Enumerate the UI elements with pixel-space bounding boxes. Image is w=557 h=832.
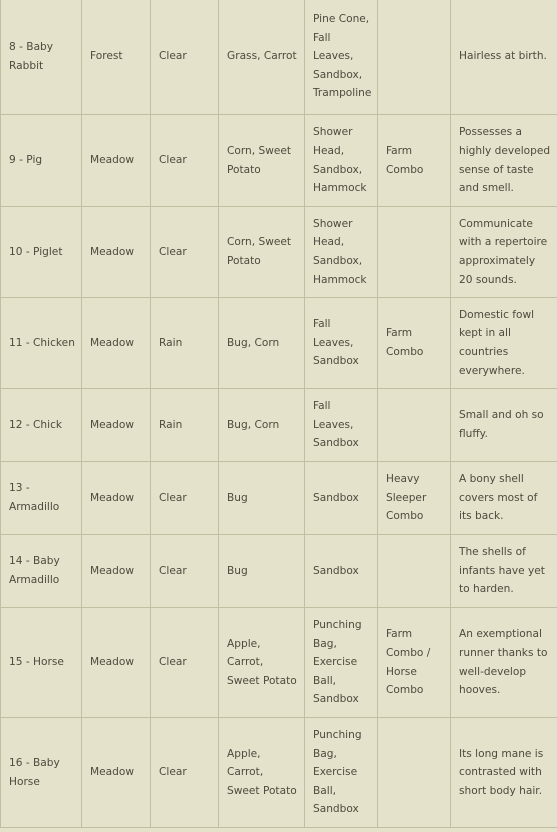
food-cell: Bug, Corn [219,298,305,389]
weather-cell: Clear [151,115,219,207]
toys-cell: Fall Leaves, Sandbox [305,298,378,389]
food-cell: Grass, Carrot [219,0,305,115]
food-cell: Apple, Carrot, Sweet Potato [219,608,305,718]
weather-cell: Clear [151,718,219,828]
animal-name-cell: 8 - Baby Rabbit [1,0,82,115]
animal-name-cell: 9 - Pig [1,115,82,207]
description-cell: An exemptional runner thanks to well-develop hooves. [451,608,557,718]
description-cell: Domestic fowl kept in all countries everywhere. [451,298,557,389]
habitat-cell: Meadow [82,462,151,535]
food-cell: Bug, Corn [219,389,305,462]
description-cell: The shells of infants have yet to harden. [451,535,557,608]
toys-cell: Sandbox [305,462,378,535]
toys-cell: Shower Head, Sandbox, Hammock [305,115,378,207]
table-row [1,207,557,298]
toys-cell: Pine Cone, Fall Leaves, Sandbox, Trampoline [305,0,378,115]
habitat-cell: Meadow [82,389,151,462]
animal-name-cell: 13 - Armadillo [1,462,82,535]
toys-cell: Fall Leaves, Sandbox [305,389,378,462]
toys-cell: Sandbox [305,535,378,608]
animal-name-cell: 10 - Piglet [1,207,82,298]
weather-cell: Rain [151,389,219,462]
description-cell: Its long mane is contrasted with short body hair. [451,718,557,828]
habitat-cell: Meadow [82,718,151,828]
weather-cell: Clear [151,0,219,115]
animal-name-cell: 11 - Chicken [1,298,82,389]
combo-cell [378,0,451,115]
weather-cell: Clear [151,462,219,535]
habitat-cell: Forest [82,0,151,115]
animal-name-cell: 15 - Horse [1,608,82,718]
table-row [1,535,557,608]
combo-cell: Farm Combo [378,298,451,389]
combo-cell [378,718,451,828]
description-cell: A bony shell covers most of its back. [451,462,557,535]
combo-cell: Farm Combo [378,115,451,207]
table-row [1,718,557,828]
table-row [1,115,557,207]
description-cell: Communicate with a repertoire approximately 20 sounds. [451,207,557,298]
combo-cell: Farm Combo / Horse Combo [378,608,451,718]
table-row [1,298,557,389]
food-cell: Corn, Sweet Potato [219,115,305,207]
description-cell: Hairless at birth. [451,0,557,115]
toys-cell: Punching Bag, Exercise Ball, Sandbox [305,718,378,828]
habitat-cell: Meadow [82,535,151,608]
food-cell: Bug [219,535,305,608]
table-row [1,608,557,718]
description-cell: Possesses a highly developed sense of taste and smell. [451,115,557,207]
table-row [1,462,557,535]
animal-name-cell: 12 - Chick [1,389,82,462]
food-cell: Corn, Sweet Potato [219,207,305,298]
table-row [1,389,557,462]
weather-cell: Rain [151,298,219,389]
toys-cell: Shower Head, Sandbox, Hammock [305,207,378,298]
combo-cell [378,535,451,608]
weather-cell: Clear [151,535,219,608]
weather-cell: Clear [151,207,219,298]
animal-name-cell: 14 - Baby Armadillo [1,535,82,608]
toys-cell: Punching Bag, Exercise Ball, Sandbox [305,608,378,718]
habitat-cell: Meadow [82,608,151,718]
weather-cell: Clear [151,608,219,718]
table-row [1,0,557,115]
food-cell: Apple, Carrot, Sweet Potato [219,718,305,828]
combo-cell [378,207,451,298]
description-cell: Small and oh so fluffy. [451,389,557,462]
habitat-cell: Meadow [82,115,151,207]
combo-cell: Heavy Sleeper Combo [378,462,451,535]
food-cell: Bug [219,462,305,535]
habitat-cell: Meadow [82,207,151,298]
animal-name-cell: 16 - Baby Horse [1,718,82,828]
habitat-cell: Meadow [82,298,151,389]
combo-cell [378,389,451,462]
